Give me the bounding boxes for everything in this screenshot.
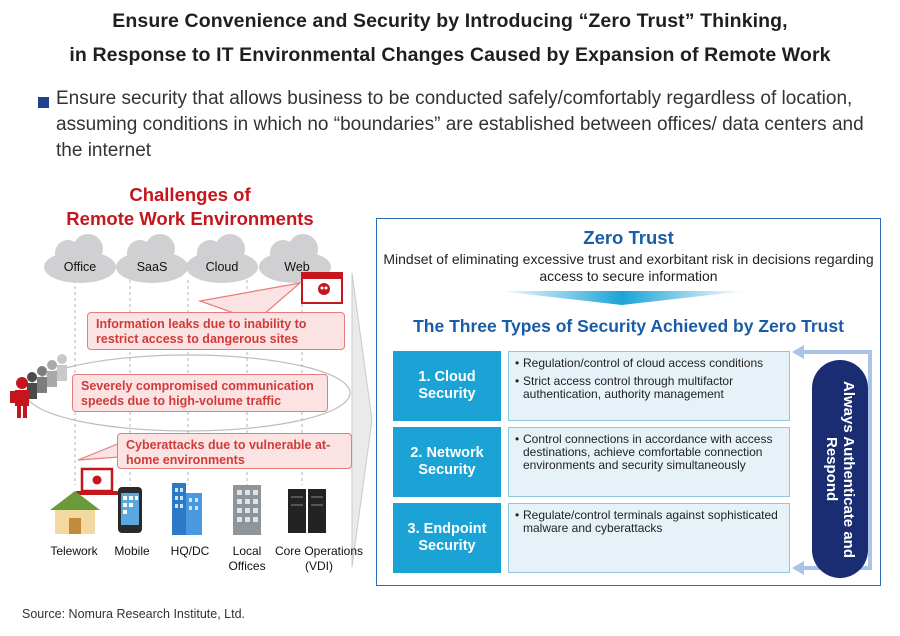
- cloud-label-saas: SaaS: [136, 260, 168, 274]
- source-note: Source: Nomura Research Institute, Ltd.: [22, 607, 246, 621]
- zero-trust-title: Zero Trust: [583, 227, 674, 248]
- cloud-icon: [44, 234, 116, 283]
- endpoint-security-description: [508, 503, 790, 573]
- page-title-line-1: Ensure Convenience and Security by Introducing “Zero Trust” Thinking,: [112, 10, 788, 32]
- three-types-title: The Three Types of Security Achieved by Zero Trust: [413, 316, 844, 336]
- zero-trust-subtitle: Mindset of eliminating excessive trust and exorbitant risk in decisions regarding access to secure information: [383, 251, 874, 284]
- smartphone-icon: [118, 487, 142, 533]
- network-security-label: 2. Network Security: [410, 445, 484, 478]
- callout-pointer: [78, 443, 120, 460]
- remote-workers-icon: [10, 354, 67, 418]
- device-label-core-operations: Core Operations (VDI): [274, 544, 364, 573]
- server-icon: [288, 489, 326, 533]
- bullet-square-icon: [38, 97, 49, 108]
- always-authenticate-label: Always Authenticate and Respond: [823, 380, 857, 558]
- infected-laptop-icon: [76, 469, 118, 495]
- cloud-label-cloud: Cloud: [205, 260, 239, 274]
- endpoint-security-label: 3. Endpoint Security: [407, 521, 487, 554]
- network-security-item: • Control connections in accordance with access destinations, achieve comfortable connection environments and security simultaneously: [515, 433, 783, 472]
- cloud-security-box: [393, 351, 501, 421]
- cloud-security-label: 1. Cloud Security: [418, 369, 476, 402]
- cloud-security-description: [508, 351, 790, 421]
- cloud-label-web: Web: [284, 260, 310, 274]
- transition-arrow: [352, 273, 372, 567]
- network-security-box: [393, 427, 501, 497]
- house-icon: [50, 491, 100, 534]
- endpoint-security-box: [393, 503, 501, 573]
- cloud-security-item: • Strict access control through multifactor authentication, authority management: [515, 375, 783, 401]
- cloud-label-office: Office: [63, 260, 97, 274]
- hq-building-icon: [172, 483, 202, 535]
- callout-information-leaks: Information leaks due to inability to restrict access to dangerous sites: [87, 312, 345, 350]
- malicious-site-icon: [302, 273, 342, 303]
- office-building-icon: [233, 485, 261, 535]
- endpoint-security-item: • Regulate/control terminals against sophisticated malware and cyberattacks: [515, 509, 783, 535]
- cloud-security-item: • Regulation/control of cloud access conditions: [515, 357, 783, 370]
- device-label-telework: Telework: [50, 544, 98, 558]
- cloud-icon: [116, 234, 188, 283]
- callout-cyberattacks: Cyberattacks due to vulnerable at-home environments: [117, 433, 352, 469]
- challenges-title: Challenges of Remote Work Environments: [66, 184, 314, 229]
- cloud-row: [44, 234, 331, 283]
- device-label-local-offices: Local Offices: [228, 544, 266, 573]
- device-label-hqdc: HQ/DC: [170, 544, 210, 558]
- down-arrow: [376, 288, 881, 308]
- intro-text: Ensure security that allows business to be conducted safely/comfortably regardless of location, assuming conditions in which no “boundaries” are established between offices/ data centers and the internet: [56, 88, 864, 161]
- callout-communication-speeds: Severely compromised communication speeds due to high-volume traffic: [72, 374, 328, 412]
- page-title-line-2: in Response to IT Environmental Changes Caused by Expansion of Remote Work: [69, 44, 831, 66]
- cloud-icon: [186, 234, 258, 283]
- device-label-mobile: Mobile: [114, 544, 150, 558]
- network-security-description: [508, 427, 790, 497]
